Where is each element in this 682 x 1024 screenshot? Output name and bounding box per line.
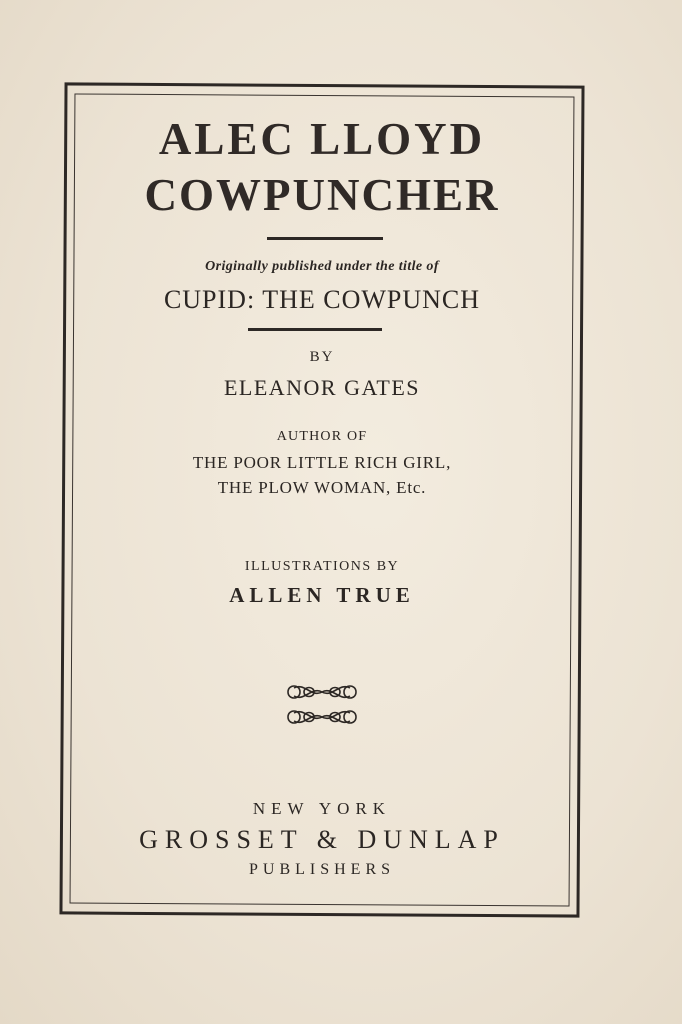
publisher-name: GROSSET & DUNLAP bbox=[139, 825, 505, 854]
divider-rule-top bbox=[267, 237, 383, 240]
publishers-label: PUBLISHERS bbox=[248, 861, 396, 878]
publisher-city: NEW YORK bbox=[252, 799, 392, 818]
author-of-heading: AUTHOR OF bbox=[276, 429, 368, 444]
other-work-2: THE PLOW WOMAN, Etc. bbox=[217, 478, 427, 497]
illustrations-heading: ILLUSTRATIONS BY bbox=[244, 559, 400, 574]
book-title-line-1: ALEC LLOYD bbox=[158, 114, 486, 164]
illustrator-name: ALLEN TRUE bbox=[229, 583, 415, 607]
other-work-1: THE POOR LITTLE RICH GIRL, bbox=[192, 453, 452, 472]
original-title: CUPID: THE COWPUNCH bbox=[163, 285, 481, 314]
by-label: BY bbox=[309, 349, 335, 365]
divider-rule-bottom bbox=[248, 328, 382, 331]
book-title-line-2: COWPUNCHER bbox=[144, 170, 500, 220]
original-title-note: Originally published under the title of bbox=[205, 259, 439, 274]
scroll-ornament-icon bbox=[284, 680, 360, 730]
author-name: ELEANOR GATES bbox=[223, 375, 421, 400]
